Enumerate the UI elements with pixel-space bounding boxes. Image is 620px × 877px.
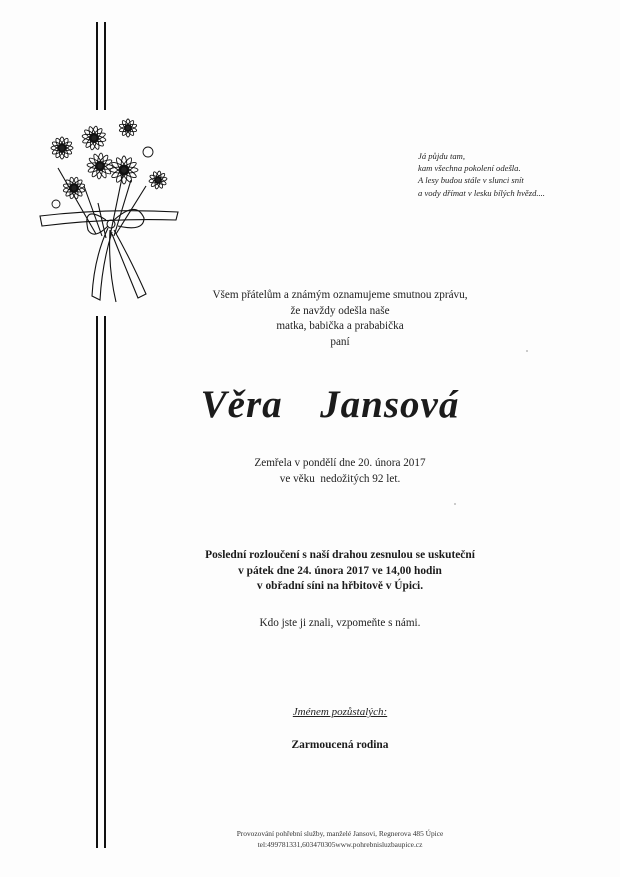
footer-contact: tel:499781331,603470305www.pohrebnisluzbaupice.cz (257, 839, 423, 849)
deceased-name: Věra Jansová (200, 383, 460, 426)
death-date-line: Zemřela v pondělí dne 20. února 2017 (254, 457, 426, 469)
funeral-line: v pátek dne 24. února 2017 ve 14,00 hodin (238, 564, 442, 577)
footer-address: Provozování pohřební služby, manželé Jansovi, Regnerova 485 Úpice (236, 829, 444, 838)
mourning-line-top-right (104, 22, 106, 110)
announcement-line: matka, babička a prababička (276, 320, 404, 332)
mourning-line-top-left (96, 22, 98, 110)
scan-speck (526, 350, 528, 352)
funeral-line: Poslední rozloučení s naší drahou zesnulou se uskuteční (205, 549, 475, 561)
age-line: ve věku nedožitých 92 let. (279, 472, 401, 485)
funeral-info (150, 548, 530, 595)
flower-bouquet-icon (36, 108, 186, 308)
poem-line: Já půjdu tam, (418, 151, 466, 161)
on-behalf-label (150, 706, 530, 718)
mourning-line-bottom-left (96, 316, 98, 848)
poem-line: A lesy budou stále v slunci snít (418, 175, 524, 186)
announcement-line: že navždy odešla naše (290, 304, 390, 317)
scan-speck (454, 503, 456, 505)
funeral-line: v obřadní síni na hřbitově v Úpici. (256, 580, 424, 592)
announcement-line: paní (330, 335, 350, 348)
announcement-text (150, 288, 530, 350)
announcement-line: Všem přátelům a známým oznamujeme smutnou zprávu, (212, 289, 468, 301)
death-info (150, 456, 530, 487)
family-signature: Zarmoucená rodina (291, 739, 389, 751)
poem (418, 150, 608, 199)
on-behalf-text: Jménem pozůstalých: (292, 706, 388, 718)
poem-line: kam všechna pokolení odešla. (418, 163, 521, 174)
funeral-service-footer (150, 829, 530, 850)
poem-line: a vody dřímat v lesku bílých hvězd.... (418, 187, 545, 198)
remembrance-text: Kdo jste ji znali, vzpomeňte s námi. (259, 617, 421, 629)
mourning-line-bottom-right (104, 316, 106, 848)
